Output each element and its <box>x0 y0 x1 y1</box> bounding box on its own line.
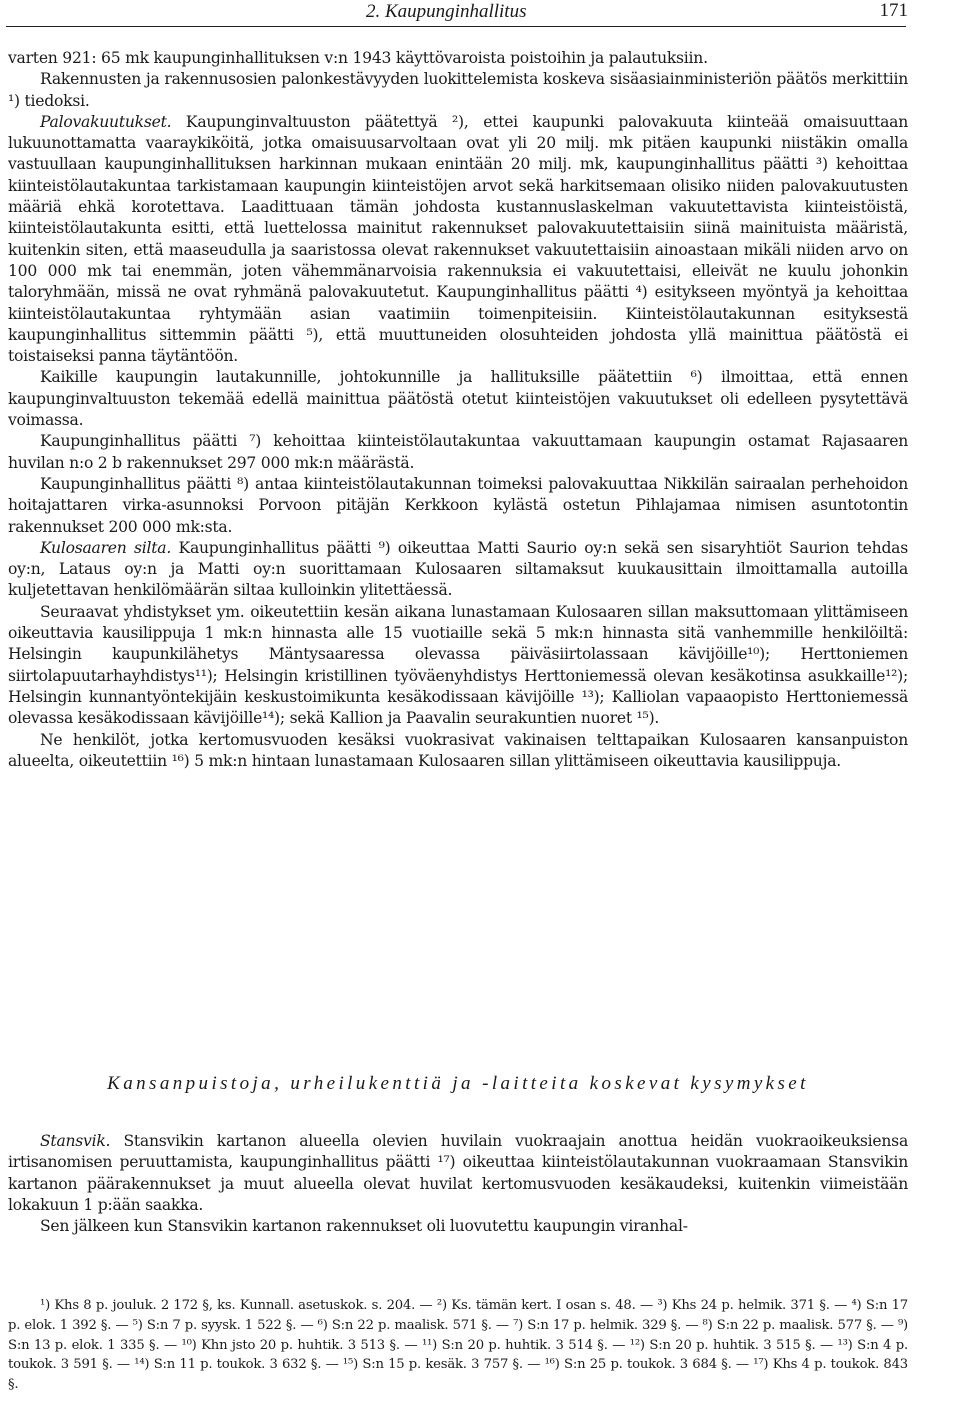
footnotes <box>8 1296 908 1395</box>
paragraph <box>8 474 908 538</box>
paragraph-lead: Kulosaaren silta. <box>40 538 172 557</box>
paragraph <box>8 112 908 368</box>
body-text <box>8 48 908 772</box>
paragraph <box>8 602 908 730</box>
running-header <box>6 0 906 27</box>
paragraph <box>8 730 908 773</box>
paragraph <box>8 1216 908 1237</box>
paragraph-text: Stansvikin kartanon alueella olevien huvilain vuokraajain anottua heidän vuokraoikeuksiensa irtisanomisen peruuttamista, kaupunginhallitus päätti ¹⁷) oikeuttaa kiinteistölautakunnan vuokraamaan Stansvikin kartanon päärakennukset ja muut alueella olevat huvilat kertomusvuoden kesäkaudeksi, kuitenkin viimeistään lokakuun 1 p:ään saakka. <box>8 1132 908 1214</box>
paragraph-text: Kaikille kaupungin lautakunnille, johtokunnille ja hallituksille päätettiin ⁶) ilmoittaa, että ennen kaupunginvaltuuston tekemää edellä mainittua päätöstä otetut kiinteistöjen vakuutukset oli edelleen pysytettävä voimassa. <box>8 368 908 430</box>
paragraph-text: Seuraavat yhdistykset ym. oikeutettiin kesän aikana lunastamaan Kulosaaren sillan maksuttomaan ylittämiseen oikeuttavia kausilippuja 1 mk:n hinnasta alle 15 vuotiaille sekä 5 mk:n hinnasta sitä vanhemmille henkilöiltä: Helsingin kaupunkilähetys Mäntysaaressa olevassa päiväsiirtolassaan kävijöille¹⁰); Herttoniemen siirtolapuutarhayhdistys¹¹); Helsingin kristillinen työväenyhdistys Herttoniemessä olevan kesäkotinsa asukkaille¹²); Helsingin kunnantyöntekijäin keskustoimikunta kesäkodissaan kävijöille ¹³); Kalliolan vapaaopisto Herttoniemessä olevassa kesäkodissaan kävijöille¹⁴); sekä Kallion ja Paavalin seurakuntien nuoret ¹⁵). <box>8 602 908 728</box>
paragraph-text: Kaupunginhallitus päätti ⁸) antaa kiinteistölautakunnan toimeksi palovakuuttaa Nikkilän sairaalan perhehoidon hoitajattaren virka-asunnoksi Porvoon pitäjän Kerkkoon kylästä ostetun Pihlajamaa nimisen asuntotontin rakennukset 200 000 mk:sta. <box>8 474 908 536</box>
paragraph-text: varten 921: 65 mk kaupunginhallituksen v:n 1943 käyttövaroista poistoihin ja palautuksiin. <box>8 49 708 67</box>
page-number: 171 <box>879 0 908 21</box>
paragraph <box>8 431 908 474</box>
paragraph-lead: Stansvik. <box>40 1132 111 1150</box>
paragraph <box>8 367 908 431</box>
paragraph-text: Kaupunginhallitus päätti ⁹) oikeuttaa Matti Saurio oy:n sekä sen sisaryhtiöt Saurion tehdas oy:n, Lataus oy:n ja Matti oy:n suorittamaan Kulosaaren siltamaksut kuukausittain ilmoittamalla autoilla kuljetettavan henkilömäärän siltaa kulloinkin ylitettäessä. <box>8 538 908 600</box>
paragraph-text: Kaupunginvaltuuston päätettyä ²), ettei kaupunki palovakuuta kiinteää omaisuuttaan lukuunottamatta vaaraykiköitä, jotka omaisuusarvoltaan ovat yli 20 milj. mk pitäen kaupunki niistäkin omalla vastuullaan kaupunginhallituksen harkinnan mukaan enintään 20 milj. mk, kaupunginhallitus päätti ³) kehoittaa kiinteistölautakuntaa tarkistamaan kaupungin kiinteistöjen arvot sekä harkitsemaan olisiko niiden palovakuutusten määriä ehkä korotettava. Laadittuaan tämän johdosta kustannuslaskelman vakuutettavista kiinteistöistä, kiinteistölautakunta esitti, että luettelossa mainitut rakennukset palovakuutettaisiin siinä mainituista määristä, kuitenkin siten, että maaseudulla ja saaristossa olevat rakennukset vakuutettaisiin ainoastaan mikäli niiden arvo on 100 000 mk tai enemmän, joten vähemmänarvoisia rakennuksia ei vakuutettaisi, elleivät ne kuulu johonkin taloryhmään, missä ne ovat ryhmänä palovakuutetut. Kaupunginhallitus päätti ⁴) esitykseen myöntyä ja kehoittaa kiinteistölautakuntaa ryhtymään asian vaatimiin toimenpiteisiin. Kiinteistölautakunnan esityksestä kaupunginhallitus sittemmin päätti ⁵), että muuttuneiden olosuhteiden johdosta yllä mainittua päätöstä ei toistaiseksi panna täytäntöön. <box>8 112 908 366</box>
paragraph-text: Rakennusten ja rakennusosien palonkestävyyden luokittelemista koskeva sisäasiainministeriön päätös merkittiin ¹) tiedoksi. <box>8 70 908 110</box>
footnote-text: ¹) Khs 8 p. jouluk. 2 172 §, ks. Kunnall. asetuskok. s. 204. — ²) Ks. tämän kert. I osan s. 48. — ³) Khs 24 p. helmik. 371 §. — ⁴) S:n 17 p. elok. 1 392 §. — ⁵) S:n 7 p. syysk. 1 522 §. — ⁶) S:n 22 p. maalisk. 571 §. — ⁷) S:n 17 p. helmik. 329 §. — ⁸) S:n 22 p. maalisk. 577 §. — ⁹) S:n 13 p. elok. 1 335 §. — ¹⁰) Khn jsto 20 p. huhtik. 3 513 §. — ¹¹) S:n 20 p. huhtik. 3 514 §. — ¹²) S:n 20 p. huhtik. 3 515 §. — ¹³) S:n 4 p. toukok. 3 591 §. — ¹⁴) S:n 11 p. toukok. 3 632 §. — ¹⁵) S:n 15 p. kesäk. 3 757 §. — ¹⁶) S:n 25 p. toukok. 3 684 §. — ¹⁷) Khs 4 p. toukok. 843 §. <box>8 1298 908 1393</box>
paragraph <box>8 538 908 602</box>
paragraph <box>8 48 908 69</box>
paragraph-text: Ne henkilöt, jotka kertomusvuoden kesäksi vuokrasivat vakinaisen telttapaikan Kulosaaren kansanpuiston alueelta, oikeutettiin ¹⁶) 5 mk:n hintaan lunastamaan Kulosaaren sillan ylittämiseen oikeuttavia kausilippuja. <box>8 730 908 770</box>
body-text-continued <box>8 1131 908 1237</box>
paragraph <box>8 1131 908 1216</box>
running-title: 2. Kaupunginhallitus <box>366 1 527 22</box>
paragraph-text: Sen jälkeen kun Stansvikin kartanon rakennukset oli luovutettu kaupungin viranhal- <box>40 1217 688 1236</box>
paragraph-lead: Palovakuutukset. <box>40 112 172 131</box>
paragraph-text: Kaupunginhallitus päätti ⁷) kehoittaa kiinteistölautakuntaa vakuuttamaan kaupungin ostamat Rajasaaren huvilan n:o 2 b rakennukset 297 000 mk:n määrästä. <box>8 432 908 472</box>
section-heading: Kansanpuistoja, urheilukenttiä ja -laitteita koskevat kysymykset <box>107 1073 809 1094</box>
paragraph <box>8 69 908 112</box>
